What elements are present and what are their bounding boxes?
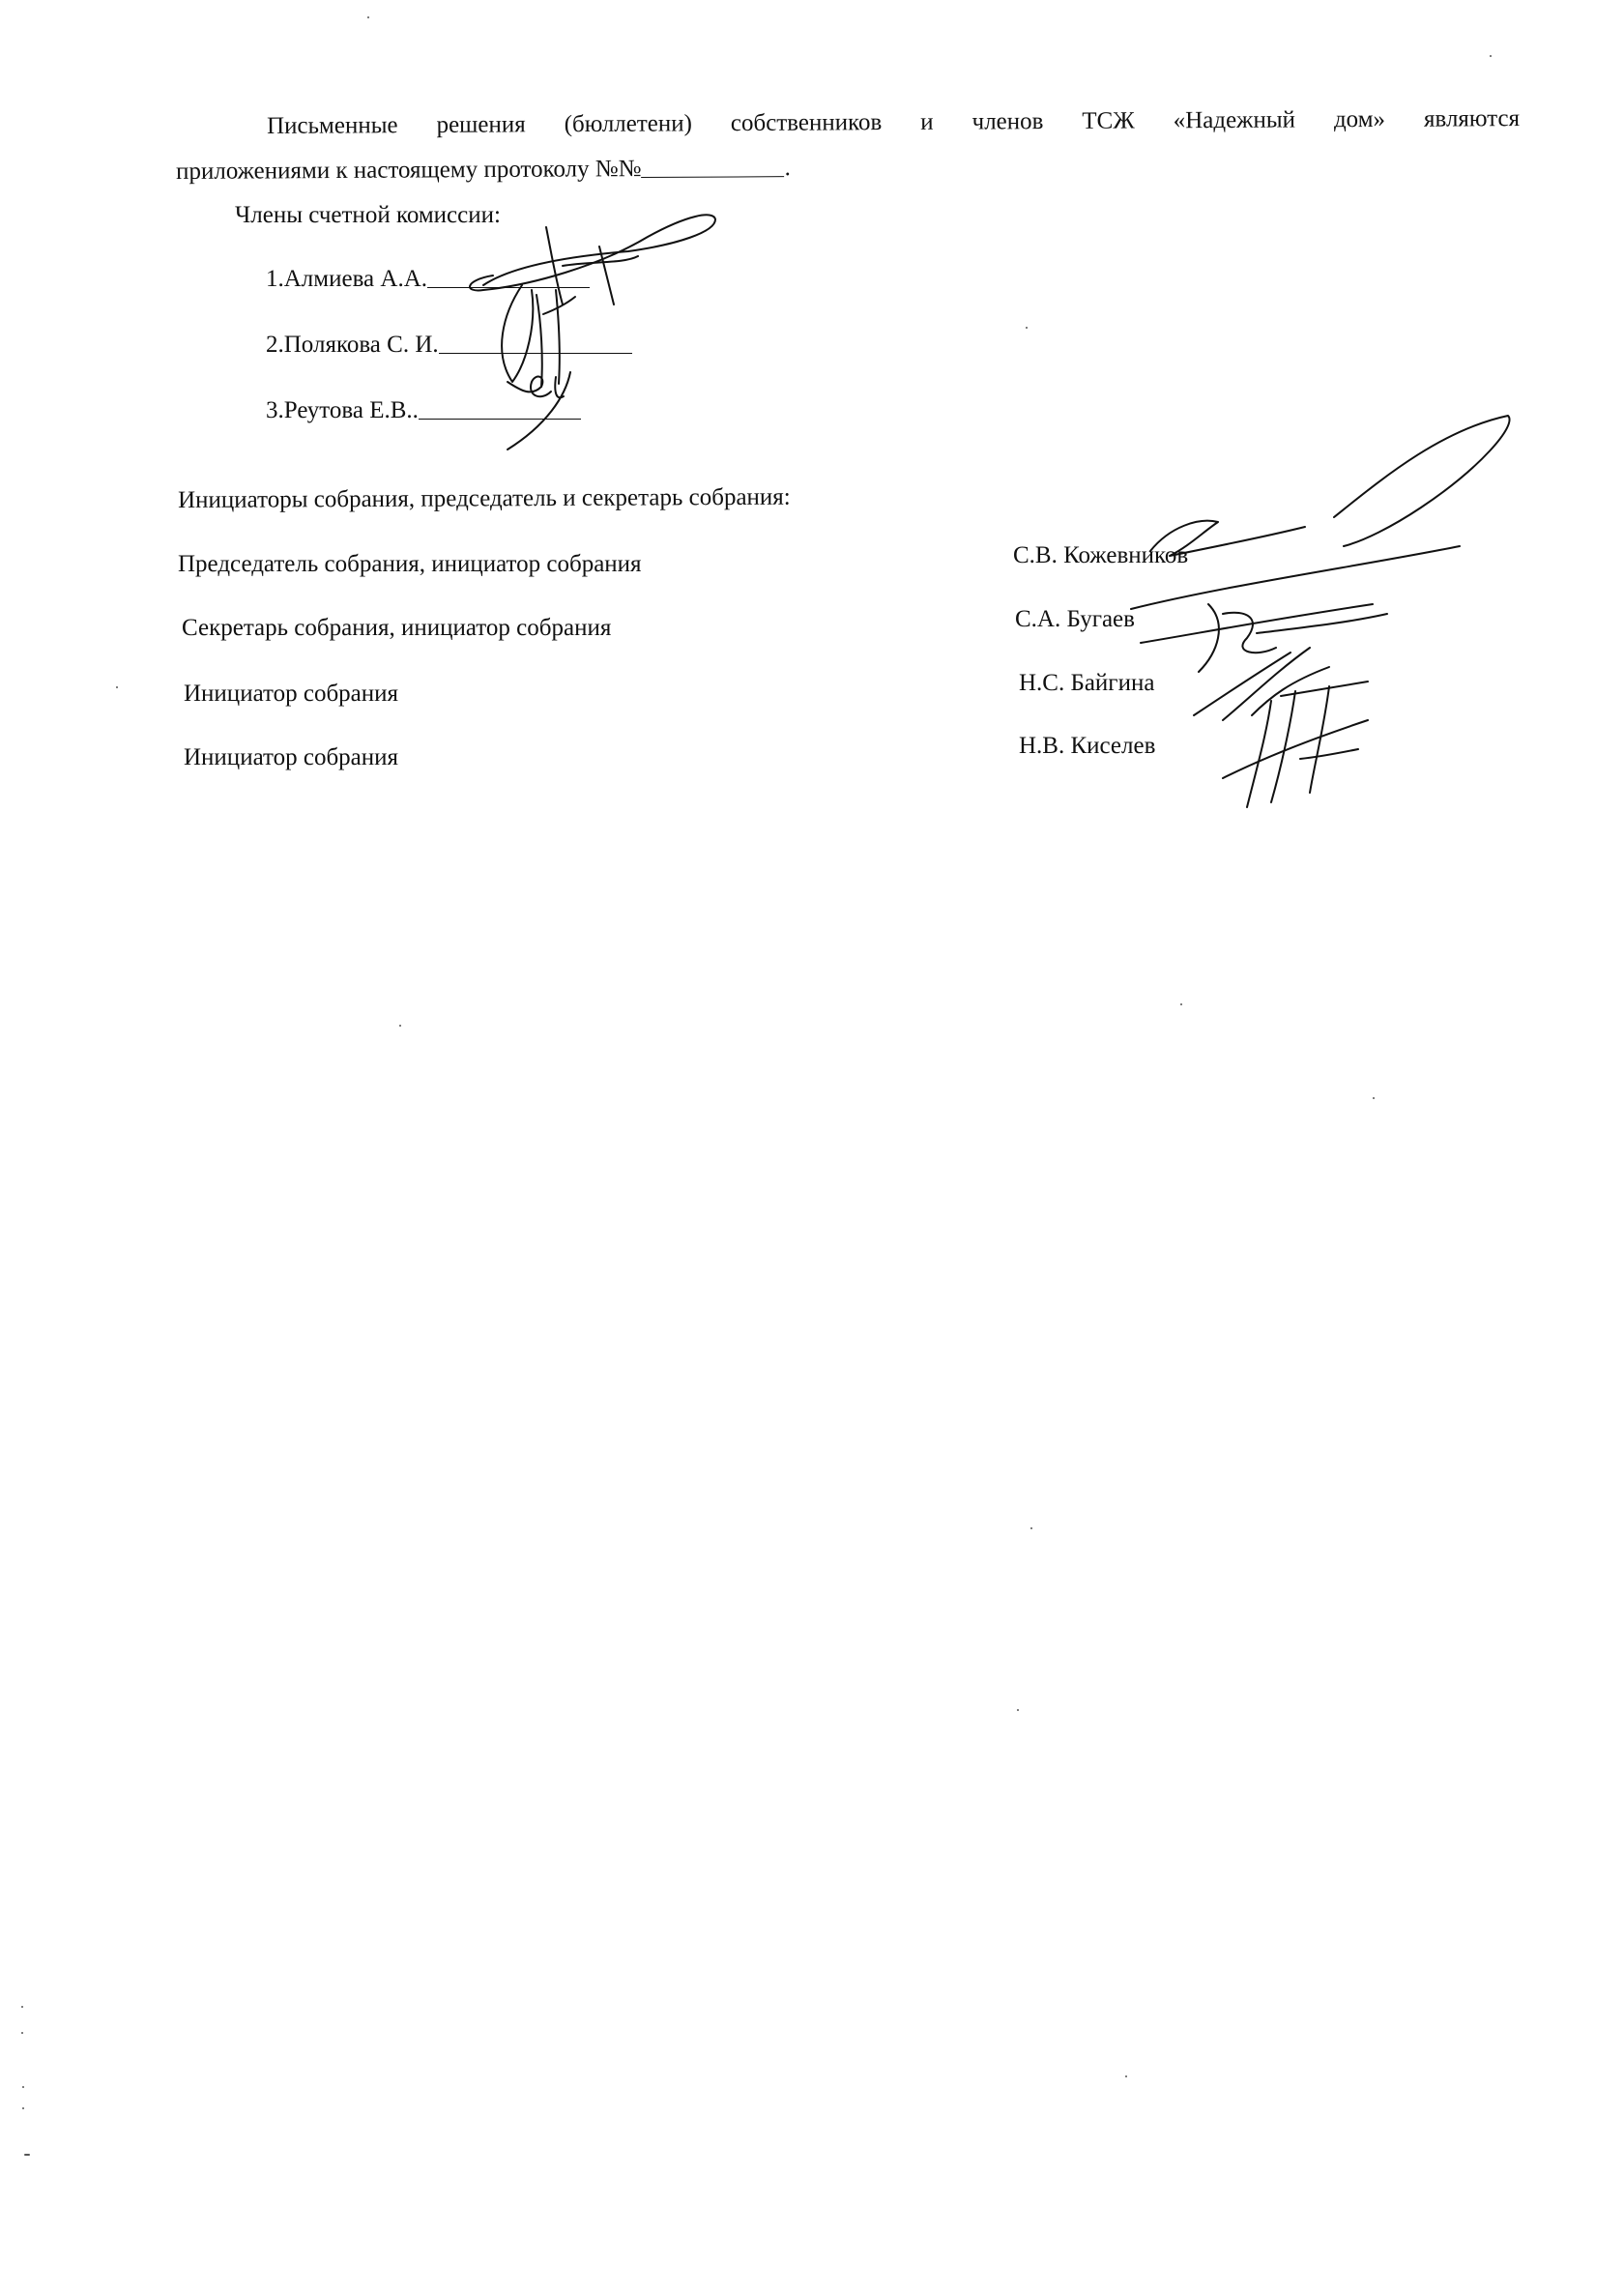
signature-kiselev xyxy=(1204,682,1387,812)
commission-member-1-name: 1.Алмиева А.А. xyxy=(266,266,428,292)
commission-member-2-name: 2.Полякова С. И. xyxy=(266,332,439,358)
scan-speck xyxy=(399,1025,401,1027)
scan-speck xyxy=(1373,1097,1375,1099)
scan-speck xyxy=(22,2107,24,2109)
commission-member-3-name: 3.Реутова Е.В.. xyxy=(266,397,419,423)
protocol-number-blank xyxy=(642,175,785,178)
scan-speck xyxy=(116,686,118,688)
intro-line-2-text: приложениями к настоящему протоколу №№ xyxy=(175,156,642,185)
name-secretary: С.А. Бугаев xyxy=(1015,606,1135,632)
scan-speck xyxy=(1490,55,1492,57)
role-secretary: Секретарь собрания, инициатор собрания xyxy=(182,615,612,641)
scan-speck xyxy=(1017,1709,1019,1711)
name-chairman: С.В. Кожевников xyxy=(1013,542,1189,568)
name-initiator-1: Н.С. Байгина xyxy=(1019,670,1155,696)
name-initiator-2: Н.В. Киселев xyxy=(1019,733,1156,759)
intro-line-1: Письменные решения (бюллетени) собственников и членов ТСЖ «Надежный дом» являются xyxy=(266,105,1521,139)
scan-speck xyxy=(22,2086,24,2088)
scan-speck xyxy=(21,2032,23,2034)
scan-speck xyxy=(21,2006,23,2008)
scan-speck xyxy=(1030,1527,1032,1529)
scan-speck xyxy=(1180,1003,1182,1005)
role-initiator-2: Инициатор собрания xyxy=(184,744,399,770)
role-initiator-1: Инициатор собрания xyxy=(184,681,399,707)
scan-speck xyxy=(367,16,369,18)
scan-speck xyxy=(24,2154,30,2156)
initiators-heading: Инициаторы собрания, председатель и секретарь собрания: xyxy=(177,483,791,513)
commission-heading: Члены счетной комиссии: xyxy=(235,202,501,228)
intro-line-2 xyxy=(176,156,791,184)
scan-speck xyxy=(1125,2075,1127,2077)
role-chairman: Председатель собрания, инициатор собрания xyxy=(178,551,642,577)
signature-reutova xyxy=(488,348,594,454)
scan-speck xyxy=(1026,327,1028,329)
intro-line-2-end: . xyxy=(784,155,791,182)
